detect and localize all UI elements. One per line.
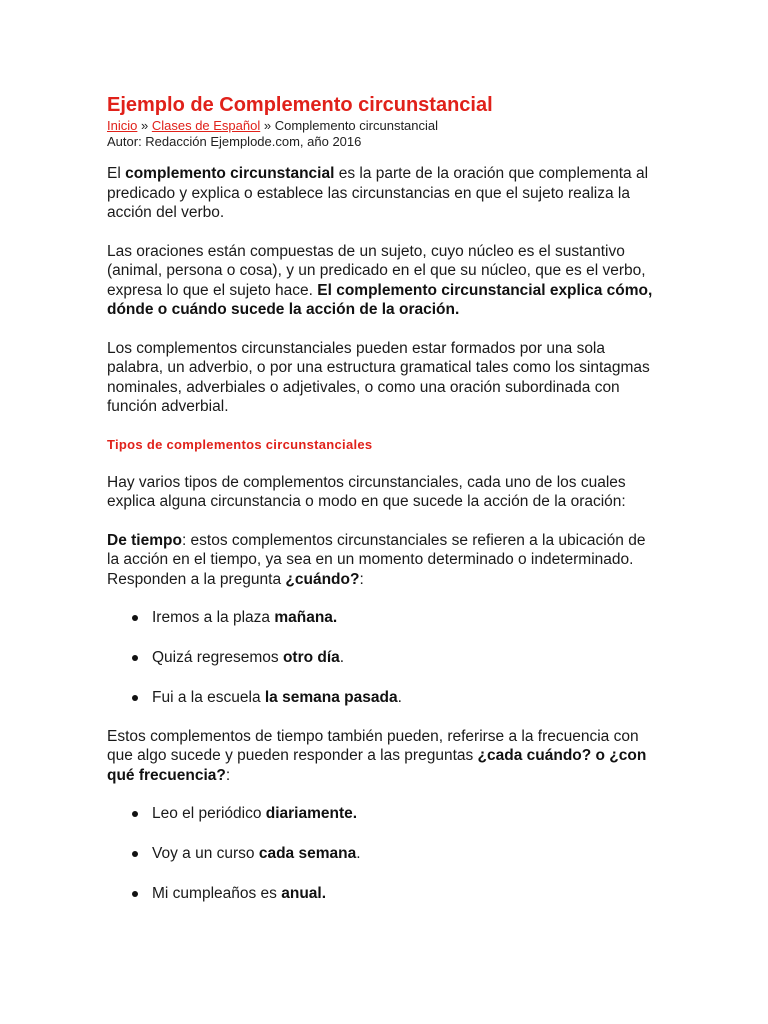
text-run: es la parte de la oración que complementa al predicado y explica o establece las circunstancias en que el sujeto realiza la acción del verbo. (107, 165, 649, 221)
bold-statement: El complemento circunstancial explica cómo, dónde o cuándo sucede la acción de la oración. (107, 281, 653, 318)
text-run: : (359, 570, 364, 588)
text-run: . (339, 649, 345, 666)
breadcrumb-home-link[interactable]: Inicio (107, 118, 138, 133)
bold-example: la semana pasada (264, 689, 398, 706)
bold-example: diariamente. (265, 805, 358, 822)
text-run: Iremos a la plaza (152, 609, 275, 626)
list-item (107, 688, 657, 708)
paragraph-definition (107, 164, 657, 223)
text-run: Leo el periódico (152, 805, 266, 822)
breadcrumb-separator: » (263, 118, 272, 133)
text-run: . (356, 845, 361, 862)
section-heading: Tipos de complementos circunstanciales (107, 436, 373, 452)
paragraph-structure (107, 242, 657, 320)
text-run: : (225, 766, 231, 784)
list-item (107, 608, 657, 628)
text-run: Las oraciones están compuestas de un sujeto, cuyo núcleo es el sustantivo (animal, persona o cosa), y un predicado en el que su núcleo, que es el verbo, expresa lo que el sujeto hace. (107, 242, 646, 299)
list-item (107, 648, 657, 668)
text-run: El (107, 165, 126, 182)
text-run: Estos complementos de tiempo también pueden, referirse a la frecuencia con que algo sucede y pueden responder a las preguntas (107, 727, 639, 764)
text-run: Fui a la escuela (152, 689, 265, 706)
example-list-tiempo (107, 608, 657, 708)
bullet-icon (132, 891, 138, 897)
bullet-icon (132, 695, 138, 701)
bold-term: complemento circunstancial (125, 165, 335, 182)
list-item (107, 844, 657, 864)
bold-example: cada semana (258, 845, 357, 862)
article (107, 92, 657, 904)
bold-example: otro día (282, 649, 340, 666)
breadcrumb-separator: » (140, 118, 149, 133)
breadcrumb-current: Complemento circunstancial (274, 118, 439, 133)
bold-example: mañana. (274, 609, 338, 626)
bold-question: ¿cada cuándo? o ¿con qué frecuencia? (107, 747, 647, 784)
bold-question: ¿cuándo? (285, 570, 360, 588)
text-run: Quizá regresemos (152, 649, 283, 666)
breadcrumb (107, 118, 657, 134)
paragraph-formation: Los complementos circunstanciales pueden estar formados por una sola palabra, un adverbio, o por una estructura gramatical tales como los sintagmas nominales, adverbiales o adjetivales, o como una oración subordinada con función adverbial. (107, 339, 650, 415)
paragraph-types-intro: Hay varios tipos de complementos circunstanciales, cada uno de los cuales explica alguna circunstancia o modo en que sucede la acción de la oración: (107, 473, 626, 510)
bullet-icon (132, 851, 138, 857)
bold-example: anual. (281, 885, 327, 902)
author-line: Autor: Redacción Ejemplode.com, año 2016 (107, 134, 362, 149)
example-list-frecuencia (107, 804, 657, 904)
breadcrumb-section-link[interactable]: Clases de Español (151, 118, 261, 133)
bullet-icon (132, 655, 138, 661)
list-item (107, 804, 657, 824)
bold-term: De tiempo (107, 531, 182, 549)
list-item (107, 884, 657, 904)
paragraph-frecuencia (107, 727, 657, 786)
bullet-icon (132, 811, 138, 817)
text-run: Mi cumpleaños es (152, 885, 282, 902)
bullet-icon (132, 615, 138, 621)
page-title: Ejemplo de Complemento circunstancial (107, 94, 493, 116)
text-run: : estos complementos circunstanciales se refieren a la ubicación de la acción en el tiempo, ya sea en un momento determinado o indeterminado. Responden a la pregunta (107, 531, 646, 588)
text-run: Voy a un curso (152, 845, 259, 862)
paragraph-de-tiempo (107, 531, 657, 590)
text-run: . (397, 689, 402, 706)
